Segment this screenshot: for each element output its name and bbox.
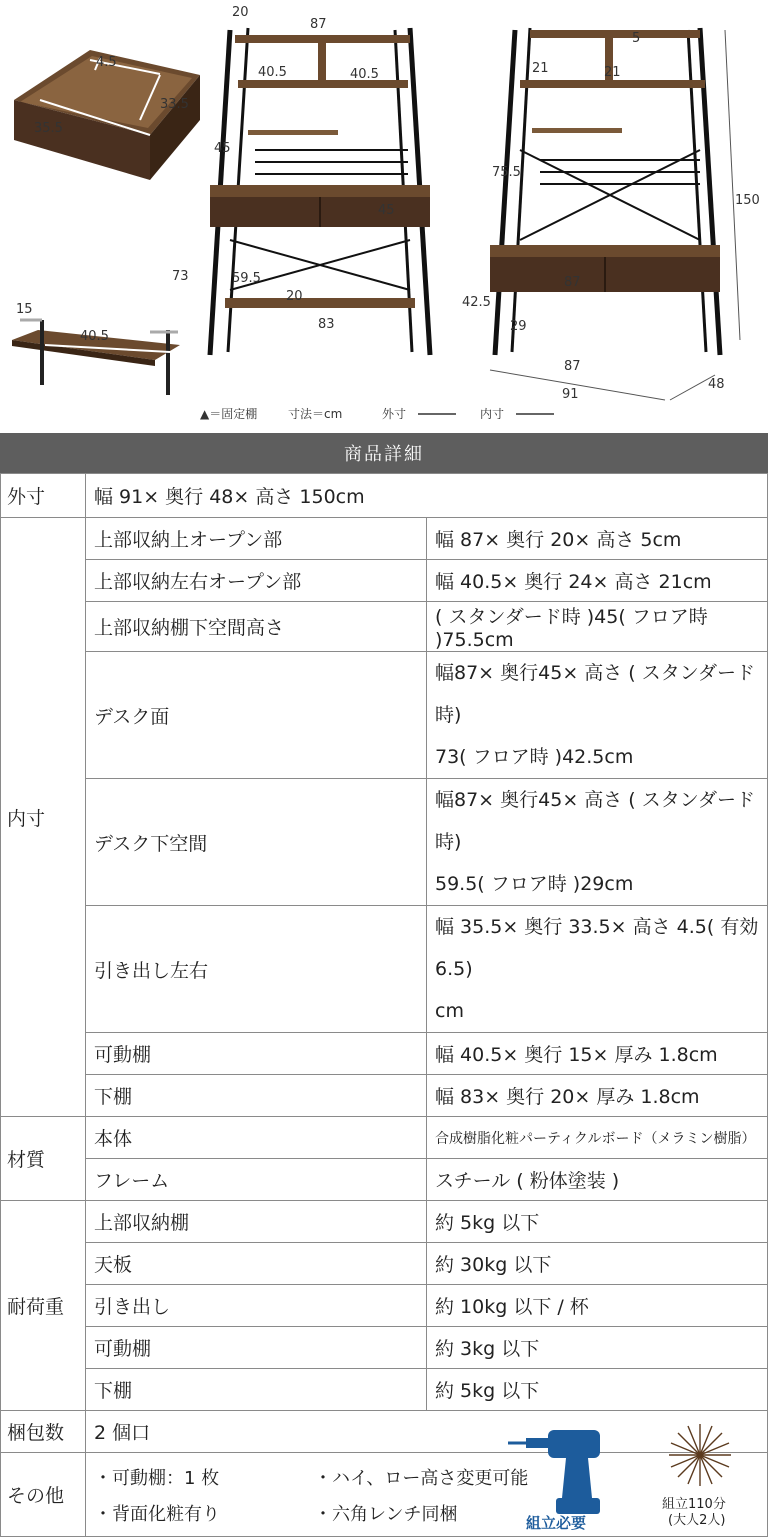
table-row xyxy=(1,518,768,560)
table-row xyxy=(1,1159,768,1201)
inner-value xyxy=(427,906,768,1033)
table-row xyxy=(1,474,768,518)
outer-value: 幅 91× 奥行 48× 高さ 150cm xyxy=(86,474,768,518)
assembly-people-label: (大人2人) xyxy=(668,1513,726,1528)
package-value: 2 個口 xyxy=(86,1411,768,1453)
floor-side-h2: 21 xyxy=(604,65,621,80)
load-key: 下棚 xyxy=(86,1369,427,1411)
inner-key: 上部収納棚下空間高さ xyxy=(86,602,427,652)
floor-under-h: 29 xyxy=(510,319,527,334)
table-row xyxy=(1,1243,768,1285)
inner-key: デスク面 xyxy=(86,652,427,779)
shelf-illustration xyxy=(12,302,180,395)
inner-value: 幅 87× 奥行 20× 高さ 5cm xyxy=(427,518,768,560)
material-key: フレーム xyxy=(86,1159,427,1201)
table-row xyxy=(1,906,768,1033)
inner-value: 幅 83× 奥行 20× 厚み 1.8cm xyxy=(427,1075,768,1117)
other-item: ・ハイ、ロー高さ変更可能 xyxy=(314,1467,529,1489)
inner-value: ( スタンダード時 )45( フロア時 )75.5cm xyxy=(427,602,768,652)
front-shelf-gap: 45 xyxy=(214,141,231,156)
floor-shelf-gap: 75.5 xyxy=(492,165,521,180)
table-row xyxy=(1,1033,768,1075)
other-item: ・背面化粧有り xyxy=(94,1503,220,1525)
load-value: 約 5kg 以下 xyxy=(427,1201,768,1243)
load-value: 約 10kg 以下 / 杯 xyxy=(427,1285,768,1327)
inner-value-line2: cm xyxy=(435,1000,464,1022)
front-side-right: 40.5 xyxy=(350,67,379,82)
load-label: 耐荷重 xyxy=(1,1201,86,1411)
table-row xyxy=(1,1117,768,1159)
inner-key: 引き出し左右 xyxy=(86,906,427,1033)
legend-inner: 内寸 xyxy=(480,407,505,421)
table-row xyxy=(1,1369,768,1411)
front-top-w: 87 xyxy=(310,17,327,32)
standard-view xyxy=(172,5,430,355)
other-item: ・六角レンチ同梱 xyxy=(314,1503,458,1525)
inner-value-line2: 59.5( フロア時 )29cm xyxy=(435,873,634,895)
inner-key: 可動棚 xyxy=(86,1033,427,1075)
load-value: 約 5kg 以下 xyxy=(427,1369,768,1411)
inner-key: 上部収納左右オープン部 xyxy=(86,560,427,602)
inner-value xyxy=(427,779,768,906)
inner-key: 上部収納上オープン部 xyxy=(86,518,427,560)
floor-desk-w: 87 xyxy=(564,275,581,290)
table-row xyxy=(1,1285,768,1327)
footer-icons xyxy=(0,1410,768,1536)
diagram-legend xyxy=(200,406,554,421)
inner-value xyxy=(427,652,768,779)
floor-side-h: 21 xyxy=(532,61,549,76)
assembly-time-label: 組立110分 xyxy=(662,1497,726,1512)
floor-outer-d: 48 xyxy=(708,377,725,392)
inner-value-line1: 幅87× 奥行45× 高さ ( スタンダード時) xyxy=(435,662,756,726)
load-key: 天板 xyxy=(86,1243,427,1285)
inner-value: 幅 40.5× 奥行 15× 厚み 1.8cm xyxy=(427,1033,768,1075)
inner-key: 下棚 xyxy=(86,1075,427,1117)
other-item: ・可動棚：1 枚 xyxy=(94,1467,220,1489)
floor-inner-w: 87 xyxy=(564,359,581,374)
spec-title: 商品詳細 xyxy=(0,433,768,473)
outer-label: 外寸 xyxy=(1,474,86,518)
table-row xyxy=(1,602,768,652)
inner-value-line2: 73( フロア時 )42.5cm xyxy=(435,746,634,768)
floor-top-h: 5 xyxy=(632,31,641,46)
legend-units: 寸法＝cm xyxy=(288,407,343,421)
load-value: 約 3kg 以下 xyxy=(427,1327,768,1369)
front-desk-h: 73 xyxy=(172,269,189,284)
inner-value-line1: 幅 35.5× 奥行 33.5× 高さ 4.5( 有効 6.5) xyxy=(435,916,759,980)
table-row xyxy=(1,1327,768,1369)
table-row xyxy=(1,652,768,779)
front-desk-d: 45 xyxy=(378,203,395,218)
load-key: 引き出し xyxy=(86,1285,427,1327)
material-value: スチール ( 粉体塗装 ) xyxy=(427,1159,768,1201)
drawer-d: 33.5 xyxy=(160,97,189,112)
front-under-h: 59.5 xyxy=(232,271,261,286)
floor-view xyxy=(462,28,760,402)
legend-outer: 外寸 xyxy=(382,407,407,421)
drill-icon xyxy=(508,1430,600,1514)
floor-total-h: 150 xyxy=(735,193,760,208)
front-top-d: 20 xyxy=(232,5,249,20)
assembly-time-icon xyxy=(669,1424,731,1486)
load-key: 上部収納棚 xyxy=(86,1201,427,1243)
front-bottom-d: 20 xyxy=(286,289,303,304)
table-row xyxy=(1,779,768,906)
drawer-w: 35.5 xyxy=(34,121,63,136)
spec-table xyxy=(0,473,768,1537)
other-label: その他 xyxy=(1,1453,86,1537)
shelf-w: 40.5 xyxy=(80,329,109,344)
drawer-h: 4.5 xyxy=(96,55,117,70)
package-label: 梱包数 xyxy=(1,1411,86,1453)
table-row xyxy=(1,1075,768,1117)
material-value: 合成樹脂化粧パーティクルボード（メラミン樹脂） xyxy=(427,1117,768,1159)
inner-label: 内寸 xyxy=(1,518,86,1117)
front-side-left: 40.5 xyxy=(258,65,287,80)
legend-fixed: ▲＝固定棚 xyxy=(200,407,258,421)
product-diagram xyxy=(0,0,768,432)
load-value: 約 30kg 以下 xyxy=(427,1243,768,1285)
load-key: 可動棚 xyxy=(86,1327,427,1369)
table-row xyxy=(1,1201,768,1243)
floor-desk-h: 42.5 xyxy=(462,295,491,310)
material-key: 本体 xyxy=(86,1117,427,1159)
inner-value-line1: 幅87× 奥行45× 高さ ( スタンダード時) xyxy=(435,789,756,853)
table-row xyxy=(1,560,768,602)
front-bottom-w: 83 xyxy=(318,317,335,332)
shelf-d: 15 xyxy=(16,302,33,317)
floor-outer-w: 91 xyxy=(562,387,579,402)
drawer-illustration xyxy=(14,50,200,180)
inner-key: デスク下空間 xyxy=(86,779,427,906)
assembly-required-label: 組立必要 xyxy=(526,1514,587,1532)
material-label: 材質 xyxy=(1,1117,86,1201)
inner-value: 幅 40.5× 奥行 24× 高さ 21cm xyxy=(427,560,768,602)
